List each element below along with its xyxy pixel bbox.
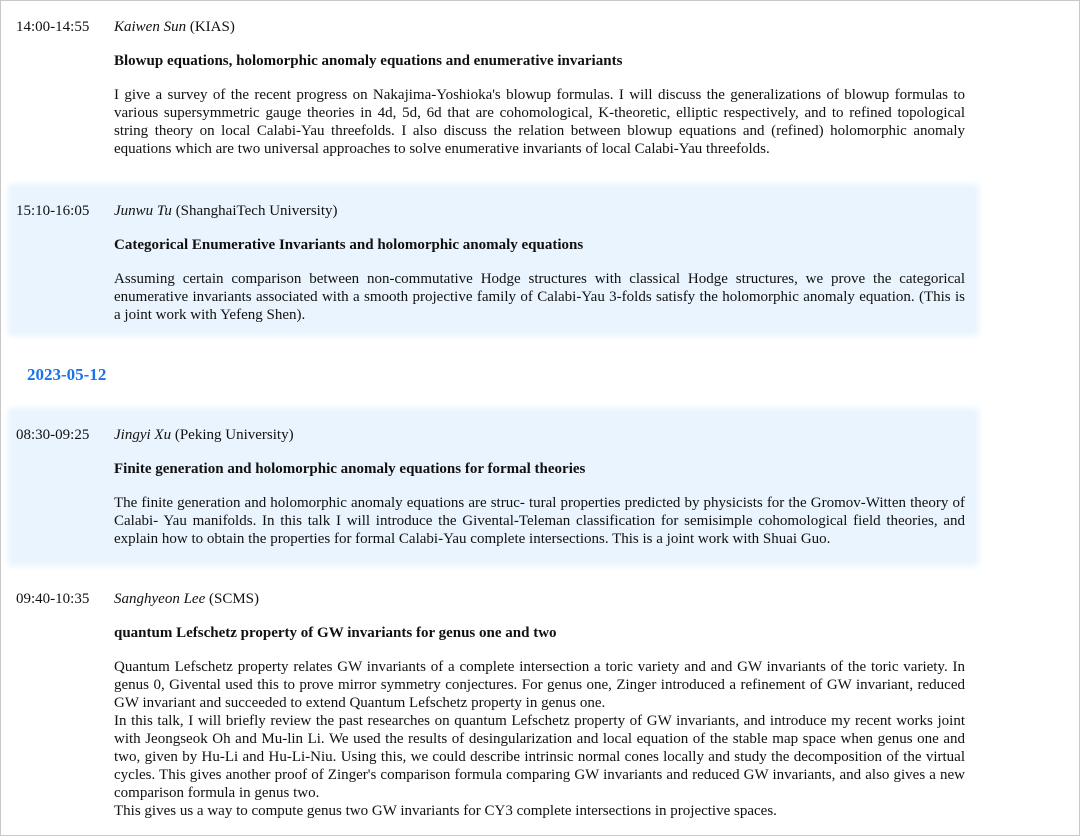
speaker-affiliation: (SCMS) [208, 591, 260, 607]
talk-entry [12, 412, 975, 562]
abstract-paragraph: The finite generation and holomorphic anomaly equations are struc- tural properties predicted by physicists for the Gromov-Witten theory of Calabi- Yau manifolds. In this talk I will introduce the Givental-Teleman classification for semisimple cohomological field theories, and explain how to obtain the properties for formal Calabi-Yau complete intersections. This is a joint work with Shuai Guo. [114, 495, 965, 547]
talk-abstract [114, 86, 965, 158]
speaker-affiliation: (KIAS) [189, 19, 235, 35]
talk-entry [12, 590, 975, 826]
talk-time: 14:00-14:55 [16, 19, 90, 35]
talk-title: Categorical Enumerative Invariants and holomorphic anomaly equations [114, 237, 584, 253]
speaker-affiliation: (Peking University) [174, 427, 294, 443]
abstract-paragraph: I give a survey of the recent progress on Nakajima-Yoshioka's blowup formulas. I will discuss the generalizations of blowup formulas to various supersymmetric gauge theories in 4d, 5d, 6d that are cohomological, K-theoretic, elliptic respectively, and to refined topological string theory on local Calabi-Yau threefolds. I also discuss the relation between blowup equations and (refined) holomorphic anomaly equations which are two universal approaches to solve enumerative invariants of local Calabi-Yau threefolds. [114, 87, 965, 157]
talk-entry [12, 18, 975, 168]
speaker-affiliation: (ShanghaiTech University) [175, 203, 338, 219]
talk-title: quantum Lefschetz property of GW invariants for genus one and two [114, 625, 557, 641]
date-heading: 2023-05-12 [27, 365, 107, 384]
talk-speaker-line [114, 202, 338, 220]
talk-time: 09:40-10:35 [16, 591, 90, 607]
speaker-name: Kaiwen Sun [114, 19, 187, 35]
abstract-paragraph: This gives us a way to compute genus two GW invariants for CY3 complete intersections in projective spaces. [114, 803, 777, 819]
talk-title: Blowup equations, holomorphic anomaly equations and enumerative invariants [114, 53, 623, 69]
abstract-paragraph: Assuming certain comparison between non-commutative Hodge structures with classical Hodge structures, we prove the categorical enumerative invariants associated with a smooth projective family of Calabi-Yau 3-folds satisfy the holomorphic anomaly equation. (This is a joint work with Yefeng Shen). [114, 271, 965, 323]
talk-speaker-line [114, 18, 235, 36]
speaker-name: Sanghyeon Lee [114, 591, 206, 607]
talk-title: Finite generation and holomorphic anomaly equations for formal theories [114, 461, 586, 477]
talk-time: 08:30-09:25 [16, 427, 90, 443]
talk-speaker-line [114, 590, 259, 608]
abstract-paragraph: Quantum Lefschetz property relates GW invariants of a complete intersection a toric variety and and GW invariants of the toric variety. In genus 0, Givental used this to prove mirror symmetry conjectures. For genus one, Zinger introduced a refinement of GW invariant, reduced GW invariant and succeeded to extend Quantum Lefschetz property in genus one. [114, 659, 965, 711]
talk-speaker-line [114, 426, 294, 444]
talk-abstract [114, 658, 965, 820]
abstract-paragraph: In this talk, I will briefly review the past researches on quantum Lefschetz property of GW invariants, and introduce my recent works joint with Jeongseok Oh and Mu-lin Li. We used the results of desingularization and local equation of the stable map space when genus one and two, given by Hu-Li and Hu-Li-Niu. Using this, we could describe intrinsic normal cones locally and study the decomposition of the virtual cycles. This gives another proof of Zinger's comparison formula comparing GW invariants and reduced GW invariants, and also gives a new comparison formula in genus two. [114, 713, 965, 801]
talk-time: 15:10-16:05 [16, 203, 90, 219]
talk-abstract [114, 270, 965, 324]
talk-abstract [114, 494, 965, 548]
talk-entry [12, 188, 975, 332]
speaker-name: Jingyi Xu [114, 427, 172, 443]
speaker-name: Junwu Tu [114, 203, 172, 219]
